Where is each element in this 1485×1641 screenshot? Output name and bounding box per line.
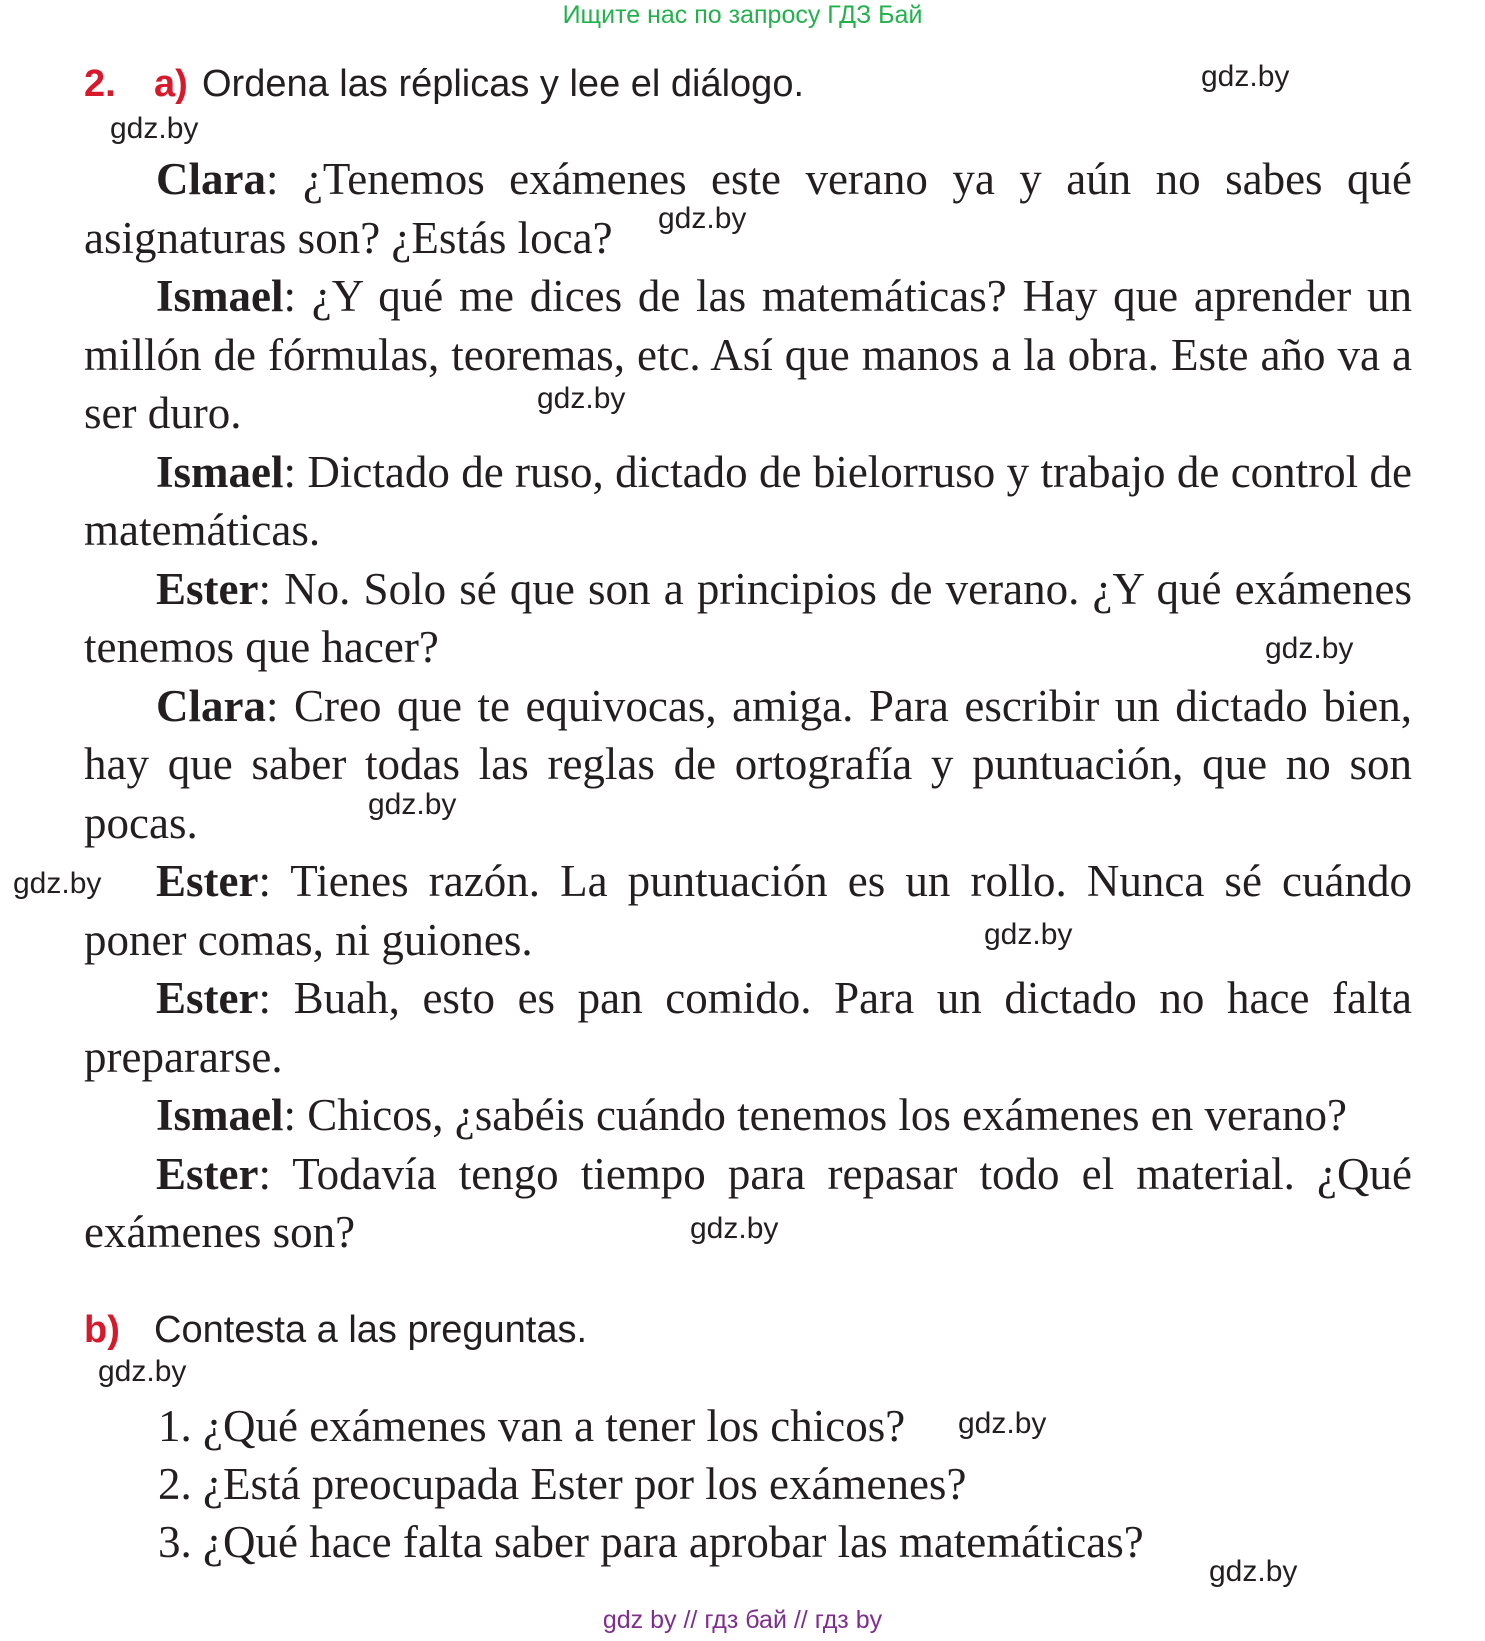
question-item: 1. ¿Qué exámenes van a tener los chicos? xyxy=(158,1401,906,1451)
line-text: : Todavía tengo tiempo para repasar todo el material. ¿Qué exámenes son? xyxy=(84,1148,1412,1257)
part-a-letter: a) xyxy=(154,63,188,105)
speaker-name: Clara xyxy=(156,680,266,731)
speaker-name: Ester xyxy=(156,973,259,1023)
line-text: : Dictado de ruso, dictado de bielorruso y trabajo de control de matemáticas. xyxy=(84,446,1412,555)
line-text: : Chicos, ¿sabéis cuándo tenemos los exámenes en verano? xyxy=(283,1090,1347,1140)
task-a-heading xyxy=(84,62,804,106)
speaker-name: Ismael xyxy=(156,446,284,497)
dialogue-line xyxy=(84,267,1412,443)
watermark: gdz.by xyxy=(98,1355,187,1388)
dialogue-line xyxy=(84,852,1412,969)
watermark: gdz.by xyxy=(658,202,747,235)
part-b-letter: b) xyxy=(84,1309,120,1351)
watermark: gdz.by xyxy=(537,382,626,415)
watermark: gdz.by xyxy=(1265,632,1354,665)
line-text: : No. Solo sé que son a principios de verano. ¿Y qué exámenes tenemos que hacer? xyxy=(84,563,1412,672)
line-text: : Creo que te equivocas, amiga. Para escribir un dictado bien, hay que saber todas las reglas de ortografía y puntuación, que no son pocas. xyxy=(84,680,1412,848)
watermark: gdz.by xyxy=(958,1407,1047,1440)
watermark: gdz.by xyxy=(1209,1555,1298,1588)
watermark: gdz.by xyxy=(984,918,1073,951)
watermark: gdz.by xyxy=(13,867,102,900)
footer-links: gdz by // гдз бай // гдз by xyxy=(602,1606,883,1634)
dialogue xyxy=(84,150,1412,1262)
question-item: 3. ¿Qué hace falta saber para aprobar las matemáticas? xyxy=(158,1517,1144,1567)
task-number: 2. xyxy=(84,63,116,105)
watermark: gdz.by xyxy=(1201,60,1290,93)
task-b-heading xyxy=(84,1308,587,1352)
line-text: : ¿Tenemos exámenes este verano ya y aún no sabes qué asignaturas son? ¿Estás loca? xyxy=(84,154,1412,263)
line-text: : Tienes razón. La puntuación es un rollo. Nunca sé cuándo poner comas, ni guiones. xyxy=(84,856,1412,965)
line-text: : ¿Y qué me dices de las matemáticas? Hay que aprender un millón de fórmulas, teoremas, etc. Así que manos a la obra. Este año va a ser duro. xyxy=(84,271,1412,438)
watermark: gdz.by xyxy=(690,1212,779,1245)
speaker-name: Ester xyxy=(156,563,259,614)
part-b-title: Contesta a las preguntas. xyxy=(154,1309,588,1351)
speaker-name: Clara xyxy=(156,154,266,204)
top-banner: Ищите нас по запросу ГДЗ Бай xyxy=(562,1,923,29)
dialogue-line xyxy=(84,150,1412,267)
watermark: gdz.by xyxy=(110,112,199,145)
speaker-name: Ester xyxy=(156,856,259,906)
line-text: : Buah, esto es pan comido. Para un dictado no hace falta prepararse. xyxy=(84,973,1412,1082)
dialogue-line xyxy=(84,969,1412,1086)
dialogue-line xyxy=(84,1086,1412,1145)
dialogue-line xyxy=(84,677,1412,853)
question-item: 2. ¿Está preocupada Ester por los exámenes? xyxy=(158,1459,967,1509)
watermark: gdz.by xyxy=(368,788,457,821)
dialogue-line xyxy=(84,443,1412,560)
speaker-name: Ismael xyxy=(156,1090,284,1140)
speaker-name: Ester xyxy=(156,1148,259,1199)
dialogue-line xyxy=(84,560,1412,677)
speaker-name: Ismael xyxy=(156,271,284,321)
part-a-title: Ordena las réplicas y lee el diálogo. xyxy=(202,63,805,105)
